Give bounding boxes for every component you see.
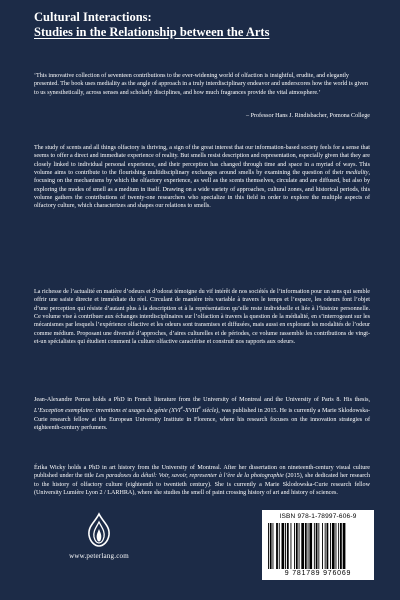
endorsement-quote: ‘This innovative collection of seventeen contributions to the ever-widening world of olfaction is insightful, erudite, and elegantly presented. The book uses mediality as the angle of approach in a truly interdisciplinary endeavor and underscores how the world is given to us synesthetically, across senses and scholarly disciplines, and how much fragrances provide the vital atmosphere.’ [34, 73, 368, 96]
bio-wicky-book-title: Les paradoxes du détail: Voir, savoir, representer à l’ère de la photographie [95, 473, 284, 480]
series-title [34, 10, 374, 40]
description-english [34, 144, 370, 211]
peter-lang-flame-logo-icon [79, 510, 119, 550]
bio-perras-part2: , was published in 2015. He is currently a Marie Sklodowska-Curie research fellow at the European University Institute in Florence, where his research focuses on the innovation strategies of eighteenth-century perfumers. [34, 408, 370, 432]
description-english-part1: The study of scents and all things olfactory is thriving, a sign of the great interest that our information-based society feels for a sense that seems to offer a direct and immediate experience of reality. But smells resist description and representation, especially given that they are closely linked to individual personal experience, and their perception has changed through time and space in a myriad of ways. This volume aims to contribute to the flourishing multidisciplinary exchanges around smells by examining the question of their [34, 145, 370, 177]
barcode-bar [287, 523, 289, 569]
publisher-url[interactable]: www.peterlang.com [69, 552, 129, 560]
barcode-bar [327, 523, 329, 569]
bio-perras-part1: Jean-Alexandre Perras holds a PhD in French literature from the University of Montreal and the University of Paris 8. His thesis, [34, 397, 370, 403]
author-bio-perras [34, 396, 370, 432]
barcode-bar [309, 523, 312, 569]
isbn-label: ISBN 978-1-78997-606-9 [279, 513, 357, 520]
barcode-bar [294, 523, 295, 569]
barcode-bar [268, 523, 269, 569]
barcode-bar [325, 523, 326, 569]
barcode-bar [308, 523, 309, 569]
bio-perras-sup2: e [198, 405, 201, 412]
barcode-bar [301, 523, 304, 569]
barcode-bar [330, 523, 331, 569]
barcode-bars [268, 523, 368, 569]
barcode-bar [340, 523, 342, 569]
barcode-bar [305, 523, 307, 569]
barcode-bar [314, 523, 315, 569]
barcode-bar [318, 523, 319, 569]
barcode-bar [279, 523, 280, 569]
description-french: La richesse de l’actualité en matière d’odeurs et d’odorat témoigne du vif intérêt de nos sociétés de l’information pour un sens qui semble offrir une saisie directe et immédiate du réel. Circulant de manière très variable à travers le temps et l’espace, les odeurs font l’objet d’une perception qui résiste d’autant plus à la description et à la représentation qu’elle reste individuelle et liée à l’histoire personnelle. Ce volume vise à contribuer aux échanges interdisciplinaires sur l’olfaction à travers la question de la médialité, en s’interrogeant sur les mécanismes par lesquels l’expérience olfactive et les odeurs sont transmises et diffusées, mais aussi en explorant les modalités de l’odeur comme médium. Proposant une diversité d’approches, d’aires culturelles et de périodes, ce volume rassemble les contributions de vingt-et-un spécialistes qui étudient comment la culture olfactive caractérise et construit nos rapports aux odeurs. [34, 289, 370, 346]
barcode-bar [296, 523, 298, 569]
barcode-bar [273, 523, 274, 569]
series-title-line1: Cultural Interactions: [34, 10, 152, 24]
barcode-bar [299, 523, 300, 569]
barcode-bar [316, 523, 318, 569]
barcode-bar [332, 523, 335, 569]
barcode-bar [291, 523, 292, 569]
bio-wicky-part2: (2015), she dedicated her research to the history of olfactory culture (eighteenth to twentieth century). She is currently a Marie Sklodowska-Curie research fellow (University Lumière Lyon 2 / LARHRA), where she studies the smell of paint crossing history of art and history of sciences. [34, 473, 370, 497]
barcode-bar [322, 523, 323, 569]
endorsement-attribution: – Professor Hans J. Rindisbacher, Pomona College [246, 113, 370, 119]
barcode-bar [285, 523, 286, 569]
author-bio-wicky [34, 464, 370, 497]
barcode-bar [338, 523, 339, 569]
series-title-line2: Studies in the Relationship between the Arts [34, 25, 270, 39]
bio-perras-thesis-a: L’Exception exemplaire: inventions et usages du génie (XVI [34, 408, 181, 415]
bio-perras-thesis-title [34, 405, 219, 415]
barcode-bar [343, 523, 346, 569]
isbn-barcode [262, 510, 374, 580]
bio-perras-thesis-c: siècle) [200, 408, 219, 415]
bio-wicky-part1: Érika Wicky holds a PhD in art history from the University of Montreal. After her dissertation on nineteenth-century visual culture published under the title [34, 465, 370, 480]
barcode-bar [270, 523, 272, 569]
bio-perras-thesis-b: -XVIII [182, 408, 199, 415]
barcode-bar [276, 523, 278, 569]
publisher-block [34, 510, 164, 560]
barcode-bar [336, 523, 337, 569]
description-english-part2: , focusing on the mechanisms by which the olfactory experience, as well as the scents themselves, circulate and are diffused, but also by exploring the modes of smell as a medium in itself. Drawing on a wide variety of approaches, cultural zones, and historical periods, this volume gathers the contributions of twenty-one researchers who specialize in this field in order to explore the multiple aspects of olfactory culture, which characterizes and shapes our relations to smells. [34, 170, 370, 210]
bio-perras-sup1: e [180, 405, 183, 412]
barcode-bar [282, 523, 285, 569]
barcode-digits: 9 781789 976069 [284, 570, 352, 577]
description-english-emphasis: mediality [345, 170, 369, 177]
